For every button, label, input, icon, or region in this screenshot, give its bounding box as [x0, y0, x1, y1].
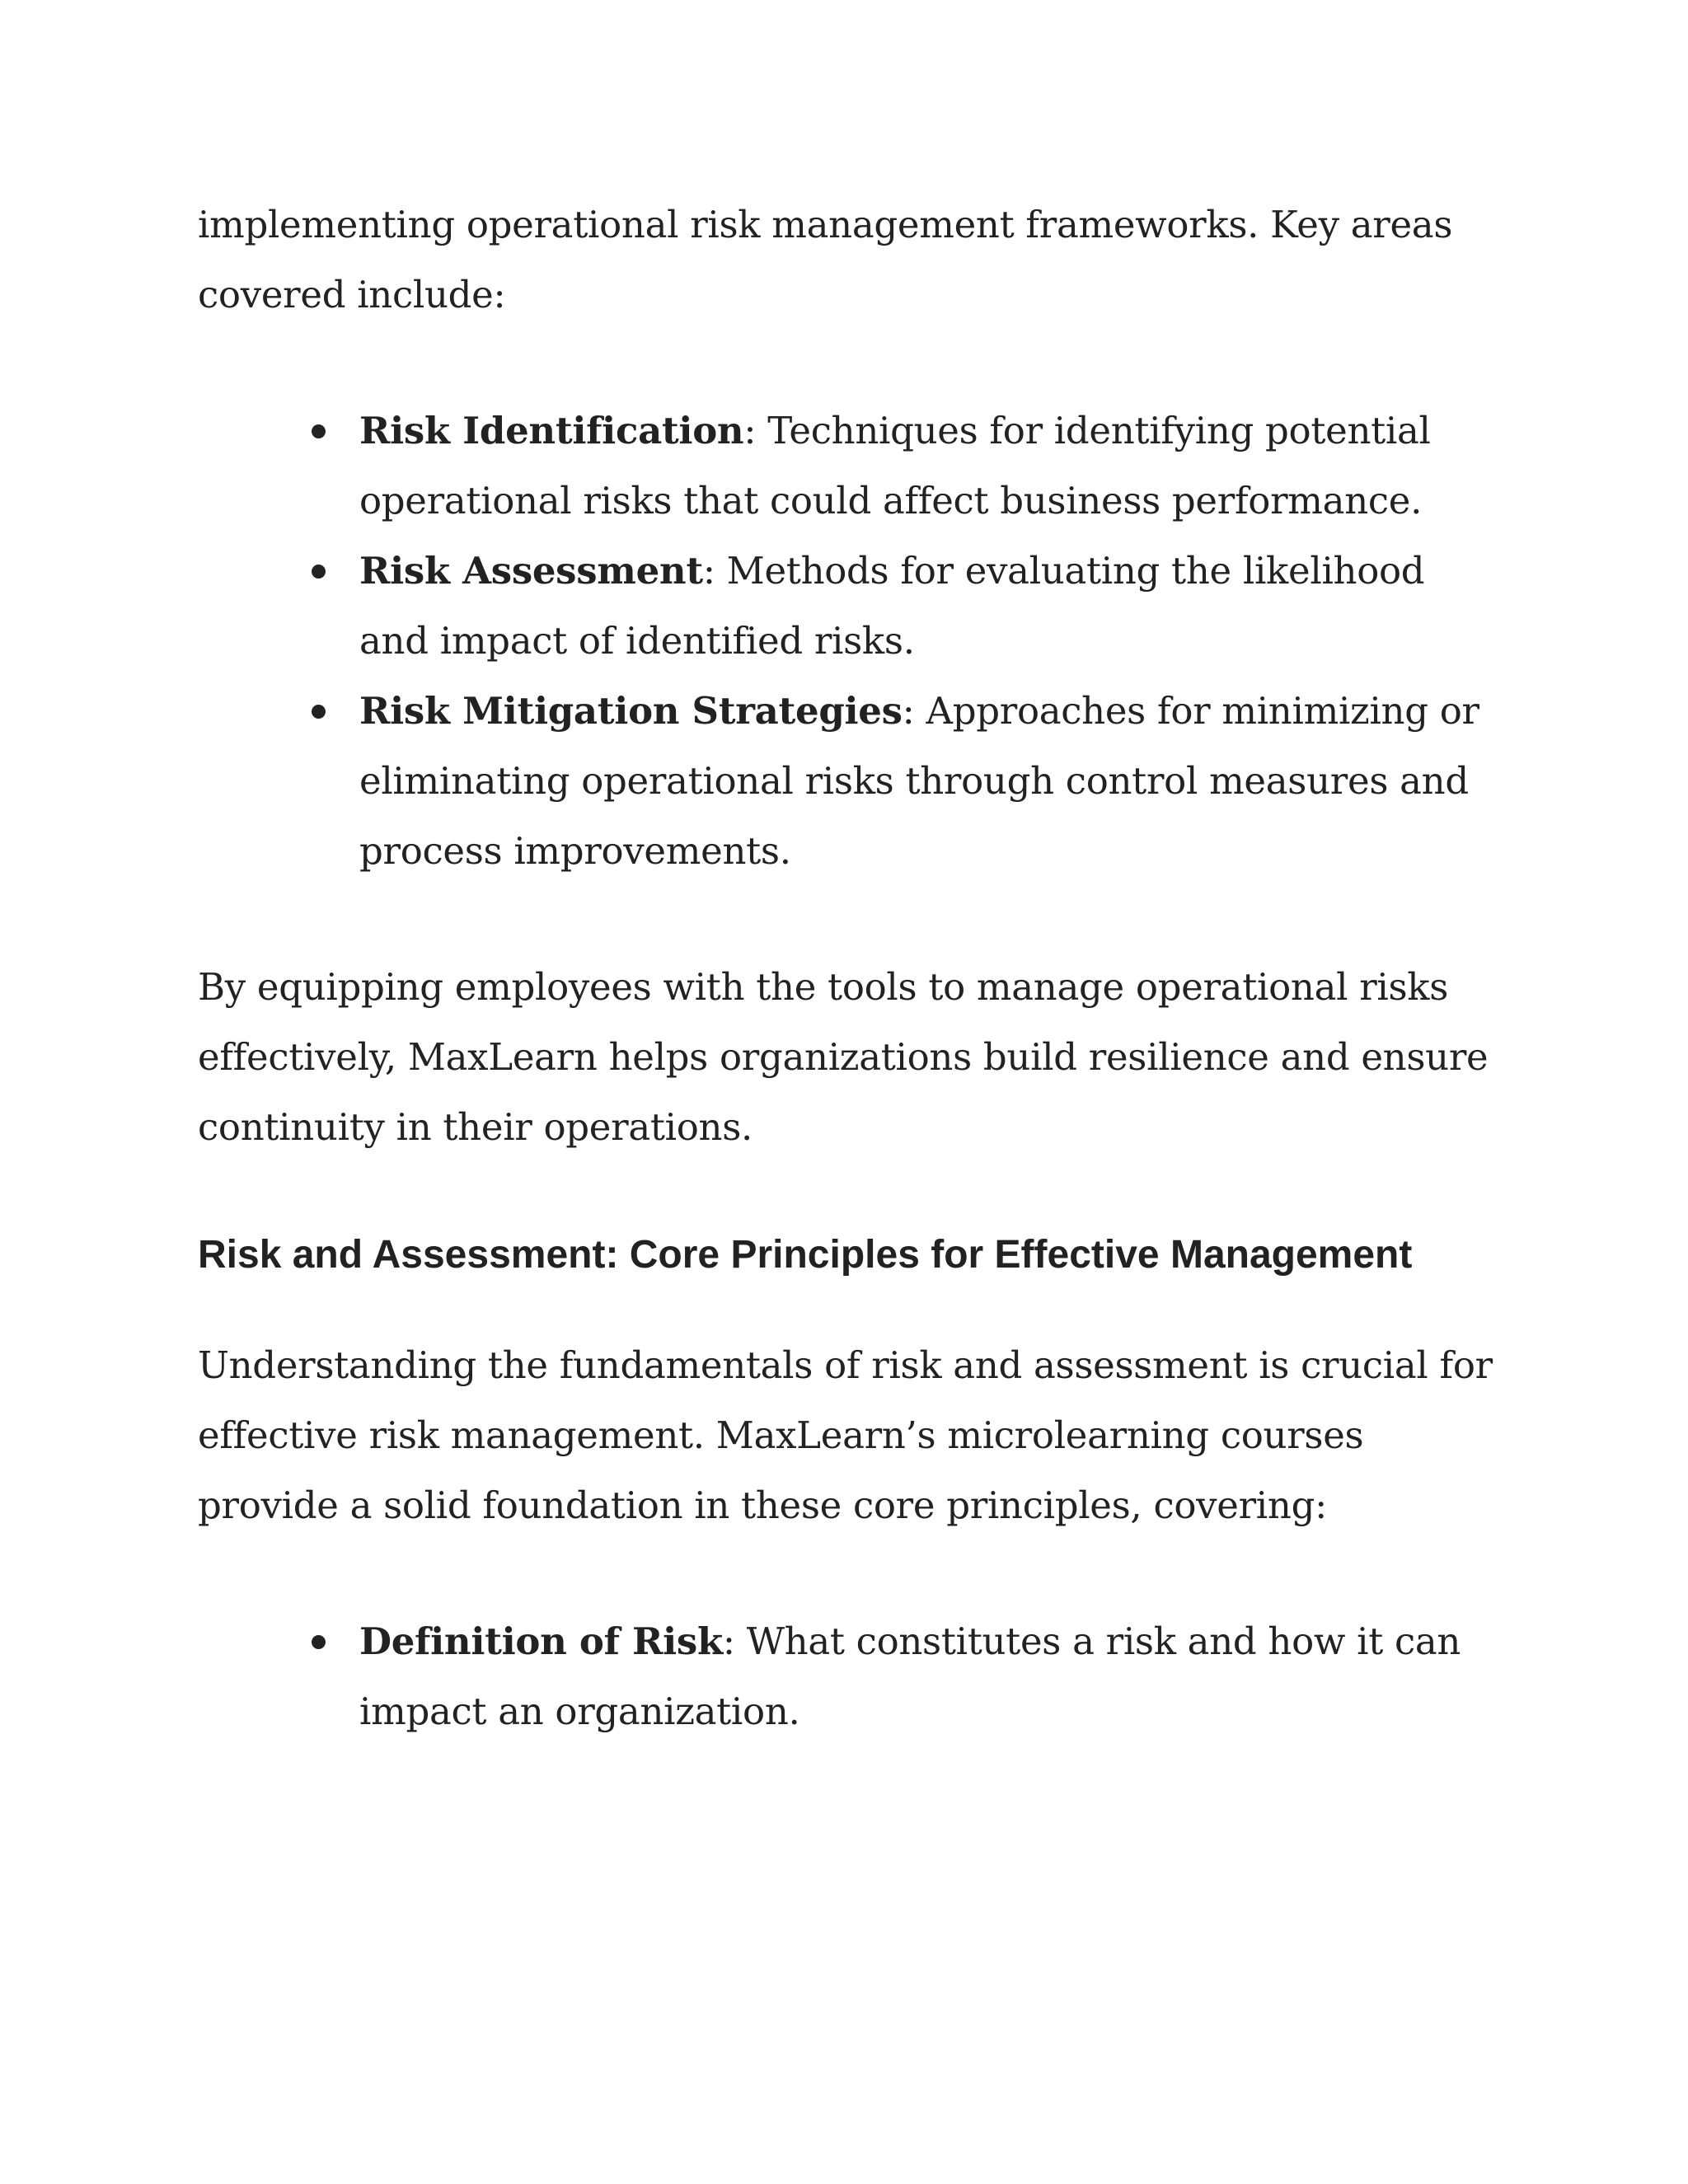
- list-item-term: Definition of Risk: [359, 1619, 723, 1663]
- risk-areas-list: [198, 396, 1500, 886]
- list-item-text: : What constitutes a risk and how it can impact an organization.: [359, 1619, 1461, 1733]
- list-item-text: : Methods for evaluating the likelihood and impact of identified risks.: [359, 549, 1425, 663]
- section-paragraph: Understanding the fundamentals of risk and assessment is crucial for effective risk management. MaxLearn’s microlearning courses provide a solid foundation in these core principles, covering:: [198, 1343, 1493, 1527]
- list-item: [359, 1606, 1500, 1746]
- list-item-text: : Techniques for identifying potential operational risks that could affect business performance.: [359, 409, 1431, 523]
- bullet-icon: [312, 424, 326, 438]
- core-principles-list: [198, 1606, 1500, 1746]
- bullet-icon: [312, 1635, 326, 1649]
- bullet-icon: [312, 705, 326, 719]
- closing-paragraph: By equipping employees with the tools to manage operational risks effectively, MaxLearn helps organizations build resilience and ensure continuity in their operations.: [198, 965, 1489, 1149]
- list-item-term: Risk Mitigation Strategies: [359, 689, 903, 733]
- list-item-term: Risk Assessment: [359, 549, 703, 593]
- list-item: [359, 536, 1500, 676]
- list-item-term: Risk Identification: [359, 409, 744, 452]
- bullet-icon: [312, 565, 326, 579]
- list-item-text: : Approaches for minimizing or eliminating operational risks through control measures and process improvements.: [359, 689, 1479, 873]
- list-item: [359, 396, 1500, 536]
- list-item: [359, 676, 1500, 886]
- intro-paragraph: implementing operational risk management frameworks. Key areas covered include:: [198, 203, 1453, 316]
- page-content: [198, 190, 1500, 1746]
- section-heading: Risk and Assessment: Core Principles for Effective Management: [198, 1233, 1413, 1277]
